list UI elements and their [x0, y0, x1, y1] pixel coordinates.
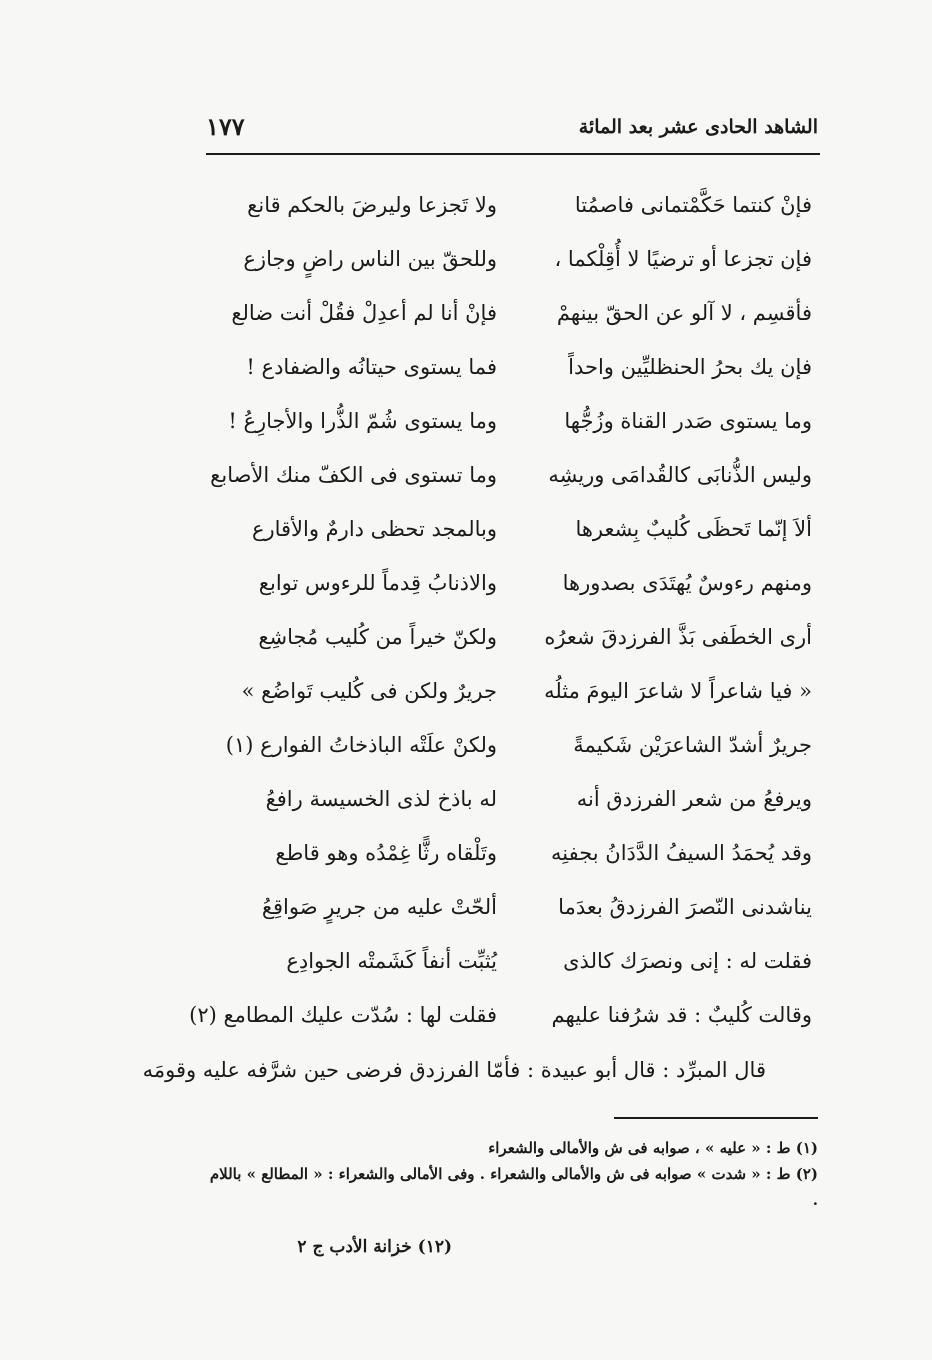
- verse-line: [222, 880, 812, 934]
- verse-line: [222, 502, 812, 556]
- verse-line: [210, 448, 812, 502]
- verse-second-hemistich: وتَلْقاه رثًّا غِمْدُه وهو قاطع: [275, 841, 497, 865]
- verse-line: [222, 826, 812, 880]
- verse-first-hemistich: أرى الخطَفى بَذَّ الفرزدقَ شعرُه: [544, 625, 812, 649]
- header-divider: [206, 153, 820, 155]
- verse-second-hemistich: ولكنّ خيراً من كُليب مُجاشِع: [258, 625, 497, 649]
- verse-line: [189, 988, 812, 1042]
- verse-second-hemistich: وبالمجد تحظى دارمٌ والأقارع: [251, 517, 497, 541]
- signature-line: (١٢) خزانة الأدب ج ٢: [297, 1237, 452, 1257]
- verse-first-hemistich: وقالت كُليبٌ : قد شرُفنا عليهم: [551, 1003, 812, 1027]
- prose-paragraph: قال المبرِّد : قال أبو عبيدة : فأمّا الفرزدق فرضى حين شرَّفه عليه وقومَه: [142, 1058, 766, 1082]
- running-header-title: الشاهد الحادى عشر بعد المائة: [578, 116, 818, 138]
- verse-first-hemistich: فإنْ كنتما حَكَّمْتمانى فاصمُتا: [574, 193, 812, 217]
- verse-first-hemistich: يناشدنى النّصرَ الفرزدقُ بعدَما: [558, 895, 812, 919]
- poem-verses: [189, 178, 812, 1042]
- verse-second-hemistich: يُثبِّت أنفاً كَشَمتْه الجوادِع: [286, 949, 497, 973]
- verse-first-hemistich: وما يستوى صَدر القناة وزُجُّها: [564, 409, 812, 433]
- verse-first-hemistich: فأقسِم ، لا آلو عن الحقّ بينهمْ: [556, 301, 812, 325]
- verse-line: [222, 610, 812, 664]
- verse-second-hemistich: ولا تَجزعا وليرضَ بالحكم قانع: [247, 193, 497, 217]
- verse-line: [222, 718, 812, 772]
- footnote-item: (٢) ط : « شدت » صوابه فى ش والأمالى والشعراء . وفى الأمالى والشعراء : « المطالع » باللام .: [209, 1165, 818, 1209]
- verse-second-hemistich: وما يستوى شُمّ الذُّرا والأجارِعُ !: [228, 409, 497, 433]
- verse-second-hemistich: جريرٌ ولكن فى كُليب تَواضُع »: [241, 679, 497, 703]
- verse-line: [222, 340, 812, 394]
- verse-line: [222, 556, 812, 610]
- verse-second-hemistich: ألحّتْ عليه من جريرٍ صَواقِعُ: [261, 895, 497, 919]
- verse-first-hemistich: فقلت له : إنى ونصرَك كالذى: [563, 949, 812, 973]
- verse-second-hemistich: له باذخ لذى الخسيسة رافعُ: [265, 787, 497, 811]
- verse-line: [222, 394, 812, 448]
- verse-line: [222, 664, 812, 718]
- verse-second-hemistich: ولكنْ علَتْه الباذخاتُ الفوارع (١): [225, 733, 497, 757]
- verse-first-hemistich: ألاَ إنّما تَحظَى كُليبٌ بِشعرها: [575, 517, 812, 541]
- verse-second-hemistich: وما تستوى فى الكفّ منك الأصابع: [210, 463, 497, 487]
- verse-first-hemistich: فإن يك بحرُ الحنظليِّين واحداً: [568, 355, 812, 379]
- footnotes: [208, 1135, 818, 1213]
- verse-first-hemistich: فإن تجزعا أو ترضيًا لا أُقِلْكما ،: [554, 247, 812, 271]
- verse-second-hemistich: فما يستوى حيتانُه والضفادع !: [246, 355, 497, 379]
- verse-line: [222, 772, 812, 826]
- page-number: ١٧٧: [206, 112, 245, 141]
- footnote-divider: [614, 1117, 818, 1119]
- verse-second-hemistich: فإنْ أنا لم أعدِلْ فقُلْ أنت ضالع: [231, 301, 497, 325]
- verse-second-hemistich: والاذنابُ قِدماً للرءوس توابع: [258, 571, 497, 595]
- footnote-item: (١) ط : « عليه » ، صوابه فى ش والأمالى والشعراء: [488, 1139, 818, 1157]
- verse-first-hemistich: « فيا شاعراً لا شاعرَ اليومَ مثلُه: [544, 679, 812, 703]
- verse-first-hemistich: وقد يُحمَدُ السيفُ الدَّدَانُ بجفنِه: [551, 841, 812, 865]
- verse-line: [222, 232, 812, 286]
- verse-second-hemistich: وللحقّ بين الناس راضٍ وجازع: [243, 247, 497, 271]
- verse-first-hemistich: ومنهم رءوسٌ يُهتَدَى بصدورها: [562, 571, 812, 595]
- verse-line: [222, 934, 812, 988]
- verse-first-hemistich: وليس الذُّنابَى كالقُدامَى وريشِه: [548, 463, 812, 487]
- verse-first-hemistich: ويرفعُ من شعر الفرزدق أنه: [576, 787, 812, 811]
- verse-line: [222, 178, 812, 232]
- verse-first-hemistich: جريرٌ أشدّ الشاعرَيْن شَكيمةً: [573, 733, 812, 757]
- verse-line: [222, 286, 812, 340]
- verse-second-hemistich: فقلت لها : سُدّت عليك المطامع (٢): [189, 1003, 497, 1027]
